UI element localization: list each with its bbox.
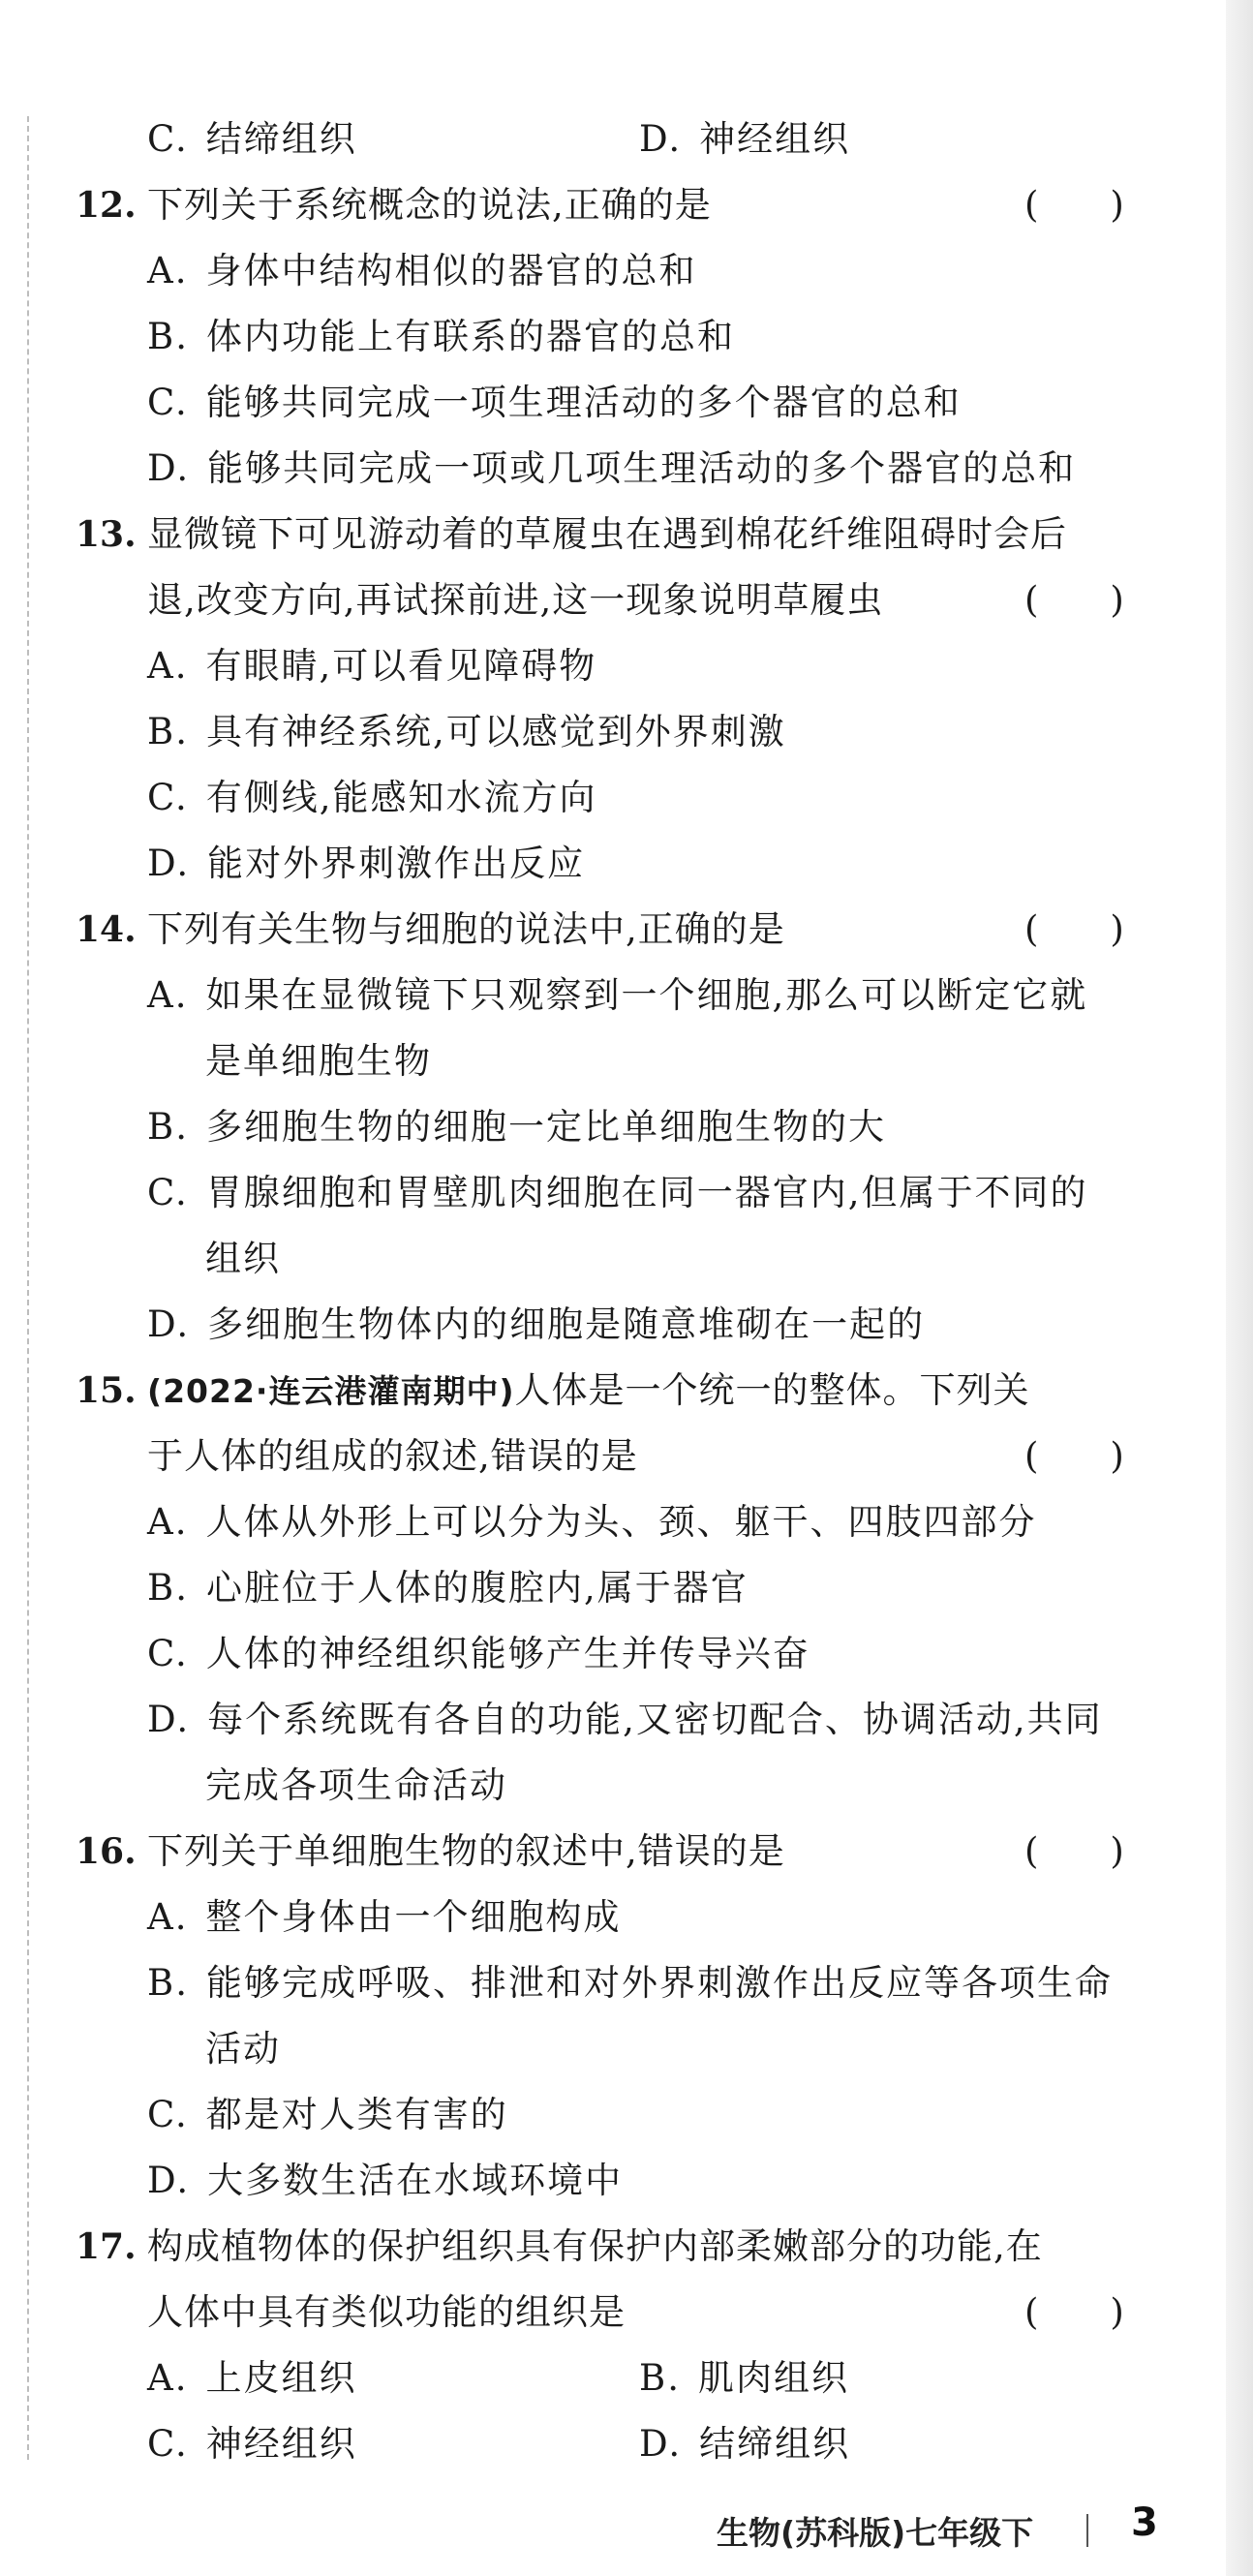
footer-divider xyxy=(1086,2514,1088,2547)
q15-option-c: C. 人体的神经组织能够产生并传导兴奋 xyxy=(147,1633,810,1674)
q16-option-c: C. 都是对人类有害的 xyxy=(147,2094,508,2135)
q15-option-a: A. 人体从外形上可以分为头、颈、躯干、四肢四部分 xyxy=(147,1501,1037,1543)
q13-stem-line2: 退,改变方向,再试探前进,这一现象说明草履虫 ( ) xyxy=(0,567,1253,633)
q17-option-d: D. 结缔组织 xyxy=(639,2423,851,2465)
q14-option-a-cont: 是单细胞生物 xyxy=(205,1040,432,1082)
q14-option-c: C. 胃腺细胞和胃壁肌肉细胞在同一器官内,但属于不同的 xyxy=(147,1172,1088,1213)
q14-option-a: A. 如果在显微镜下只观察到一个细胞,那么可以断定它就 xyxy=(147,974,1088,1016)
q17-stem-line1 xyxy=(0,2214,1253,2280)
q15-stem-line1 xyxy=(0,1358,1253,1424)
q12-option-d: D. 能够共同完成一项或几项生理活动的多个器官的总和 xyxy=(147,447,1077,489)
answer-blank[interactable]: ( ) xyxy=(1024,579,1124,621)
q11-options-row xyxy=(0,107,1253,172)
question-text: 下列关于单细胞生物的叙述中,错误的是 xyxy=(147,1830,785,1872)
q13-option-b: B. 具有神经系统,可以感觉到外界刺激 xyxy=(147,711,786,752)
q14-option-b: B. 多细胞生物的细胞一定比单细胞生物的大 xyxy=(147,1106,886,1148)
q16-option-a: A. 整个身体由一个细胞构成 xyxy=(147,1896,622,1938)
question-number: 17. xyxy=(76,2226,137,2267)
q15-option-d-cont: 完成各项生命活动 xyxy=(205,1764,507,1806)
q12-option-a: A. 身体中结构相似的器官的总和 xyxy=(147,250,697,291)
q16-option-d: D. 大多数生活在水域环境中 xyxy=(147,2160,624,2201)
question-source: (2022·连云港灌南期中) xyxy=(147,1372,515,1410)
q13-stem-line1 xyxy=(0,502,1253,567)
question-text: (2022·连云港灌南期中)人体是一个统一的整体。下列关 xyxy=(147,1369,1030,1411)
answer-blank[interactable]: ( ) xyxy=(1024,1830,1124,1872)
q17-option-c: C. 神经组织 xyxy=(147,2423,357,2465)
q14-option-d: D. 多细胞生物体内的细胞是随意堆砌在一起的 xyxy=(147,1303,926,1345)
q15-option-b: B. 心脏位于人体的腹腔内,属于器官 xyxy=(147,1567,749,1609)
q12-option-b: B. 体内功能上有联系的器官的总和 xyxy=(147,316,735,357)
question-number: 15. xyxy=(76,1370,137,1411)
page-footer xyxy=(0,2491,1253,2568)
book-title: 生物(苏科版)七年级下 xyxy=(717,2514,1034,2552)
q13-option-c: C. 有侧线,能感知水流方向 xyxy=(147,777,597,818)
question-text: 下列关于系统概念的说法,正确的是 xyxy=(147,184,712,226)
q11-option-c: C. 结缔组织 xyxy=(147,118,357,160)
q14-option-c-cont: 组织 xyxy=(205,1238,281,1279)
answer-blank[interactable]: ( ) xyxy=(1024,1435,1124,1477)
q13-option-d: D. 能对外界刺激作出反应 xyxy=(147,843,586,884)
q13-option-a: A. 有眼睛,可以看见障碍物 xyxy=(147,645,597,687)
question-number: 16. xyxy=(76,1831,137,1872)
q16-stem xyxy=(0,1819,1253,1885)
answer-blank[interactable]: ( ) xyxy=(1024,908,1124,950)
question-number: 12. xyxy=(76,185,137,226)
question-text: 下列有关生物与细胞的说法中,正确的是 xyxy=(147,908,785,950)
question-text: 构成植物体的保护组织具有保护内部柔嫩部分的功能,在 xyxy=(147,2225,1043,2267)
q17-option-a: A. 上皮组织 xyxy=(147,2357,357,2399)
q15-stem-line2: 于人体的组成的叙述,错误的是 ( ) xyxy=(0,1424,1253,1489)
q17-options-row2 xyxy=(0,2411,1253,2477)
question-number: 13. xyxy=(76,514,137,555)
q16-option-b-cont: 活动 xyxy=(205,2028,281,2070)
page-number: 3 xyxy=(1131,2500,1158,2545)
answer-blank[interactable]: ( ) xyxy=(1024,184,1124,226)
q16-option-b: B. 能够完成呼吸、排泄和对外界刺激作出反应等各项生命 xyxy=(147,1962,1113,2004)
q17-stem-line2: 人体中具有类似功能的组织是 ( ) xyxy=(0,2280,1253,2346)
q14-stem xyxy=(0,897,1253,963)
question-number: 14. xyxy=(76,909,137,950)
q12-stem xyxy=(0,172,1253,238)
question-text: 显微镜下可见游动着的草履虫在遇到棉花纤维阻碍时会后 xyxy=(147,513,1067,555)
q12-option-c: C. 能够共同完成一项生理活动的多个器官的总和 xyxy=(147,382,962,423)
q17-options-row1 xyxy=(0,2346,1253,2411)
q17-option-b: B. 肌肉组织 xyxy=(639,2357,849,2399)
answer-blank[interactable]: ( ) xyxy=(1024,2291,1124,2333)
q11-option-d: D. 神经组织 xyxy=(639,118,851,160)
q15-option-d: D. 每个系统既有各自的功能,又密切配合、协调活动,共同 xyxy=(147,1699,1103,1740)
